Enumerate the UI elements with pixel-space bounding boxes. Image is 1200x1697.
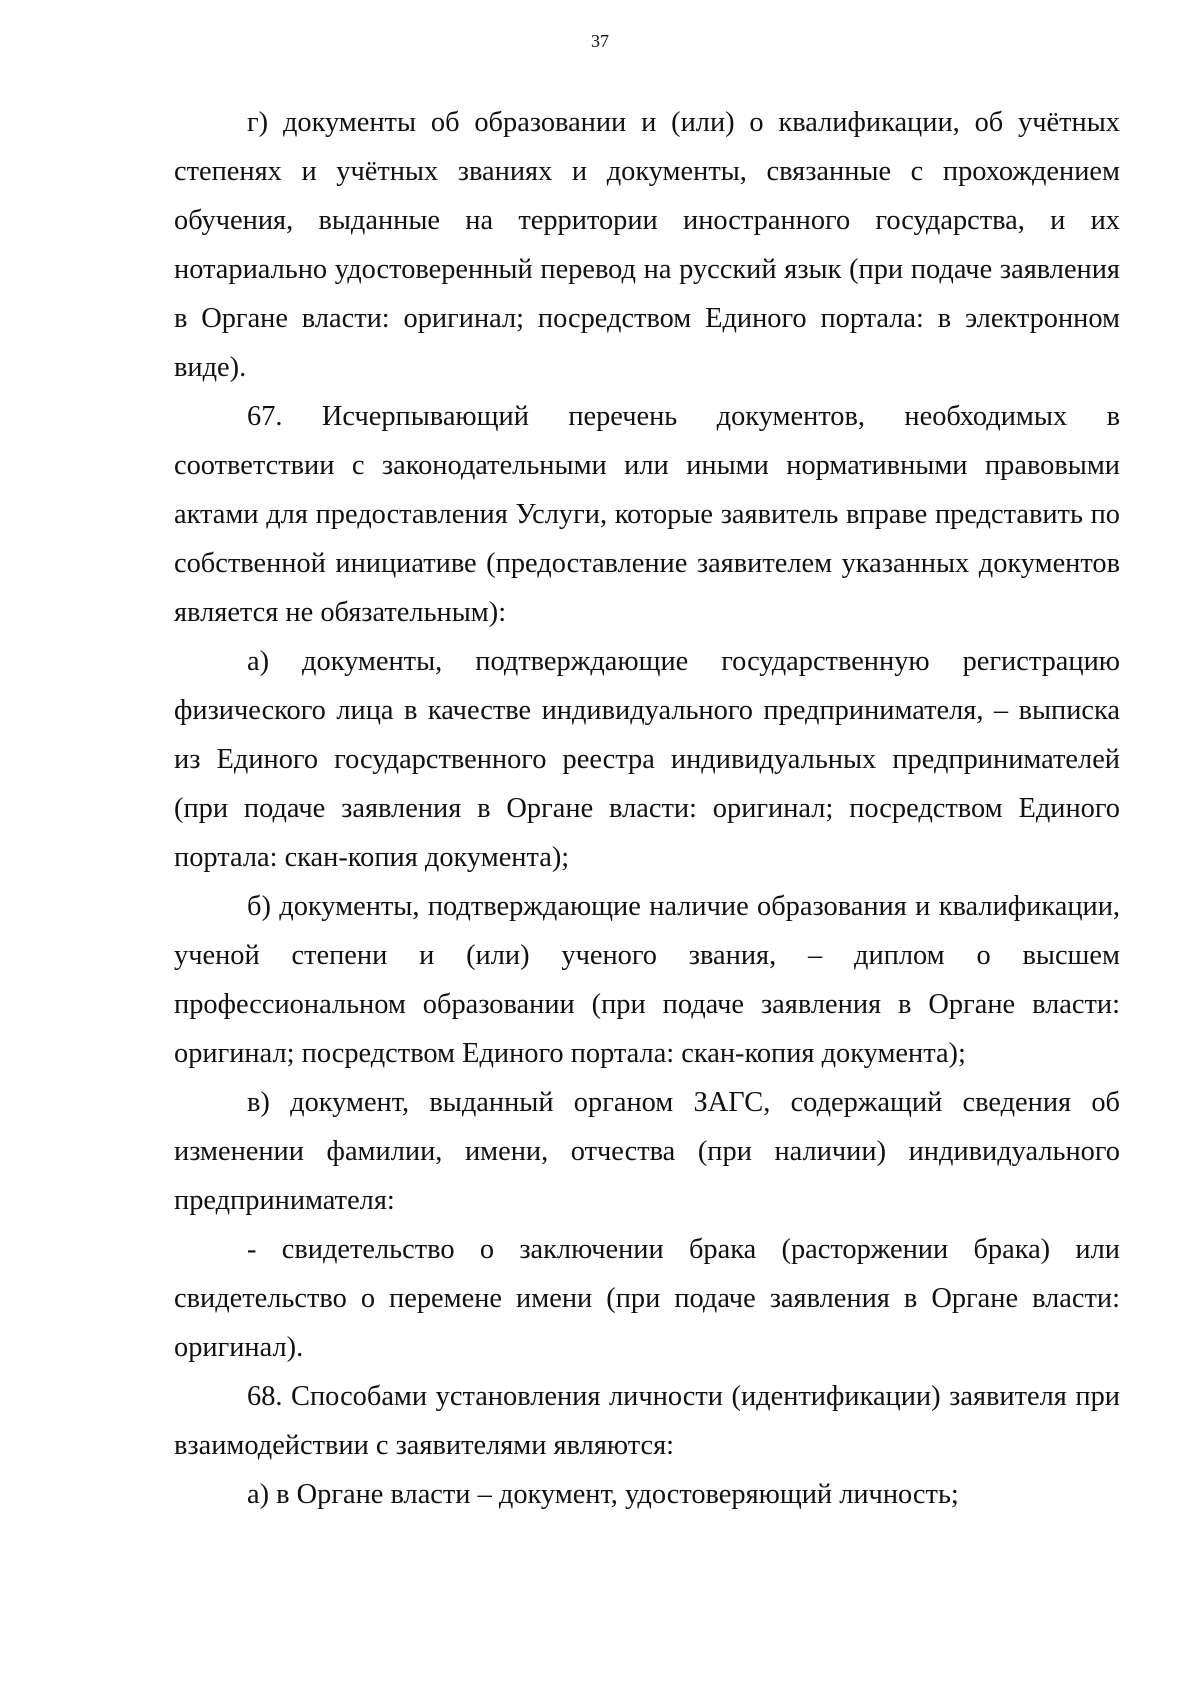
paragraph-identity-document: а) в Органе власти – документ, удостоверяющий личность; [247, 1479, 959, 1510]
paragraph-zags-document: в) документ, выданный органом ЗАГС, содержащий сведения об изменении фамилии, имени, отчества (при наличии) индивидуального предпринимателя: [174, 1087, 1120, 1216]
paragraph-68-identification: 68. Способами установления личности (идентификации) заявителя при взаимодействии с заявителями являются: [174, 1381, 1120, 1461]
paragraph-education-qualification: б) документы, подтверждающие наличие образования и квалификации, ученой степени и (или) ученого звания, – диплом о высшем профессиональном образовании (при подаче заявления в Органе власти: оригинал; посредством Единого портала: скан-копия документа); [174, 891, 1120, 1069]
document-body [174, 98, 1120, 1519]
paragraph-certificate-list-item: - свидетельство о заключении брака (расторжении брака) или свидетельство о перемене имени (при подаче заявления в Органе власти: оригинал). [174, 1234, 1120, 1363]
paragraph-state-registration: а) документы, подтверждающие государственную регистрацию физического лица в качестве индивидуального предпринимателя, – выписка из Единого государственного реестра индивидуальных предпринимателей (при подаче заявления в Органе власти: оригинал; посредством Единого портала: скан-копия документа); [174, 646, 1120, 873]
paragraph-education-documents: г) документы об образовании и (или) о квалификации, об учётных степенях и учётных званиях и документы, связанные с прохождением обучения, выданные на территории иностранного государства, и их нотариально удостоверенный перевод на русский язык (при подаче заявления в Органе власти: оригинал; посредством Единого портала: в электронном виде). [174, 107, 1120, 383]
paragraph-67-document-list: 67. Исчерпывающий перечень документов, необходимых в соответствии с законодательными или иными нормативными правовыми актами для предоставления Услуги, которые заявитель вправе представить по собственной инициативе (предоставление заявителем указанных документов является не обязательным): [174, 401, 1120, 628]
page-number: 37 [591, 31, 609, 51]
